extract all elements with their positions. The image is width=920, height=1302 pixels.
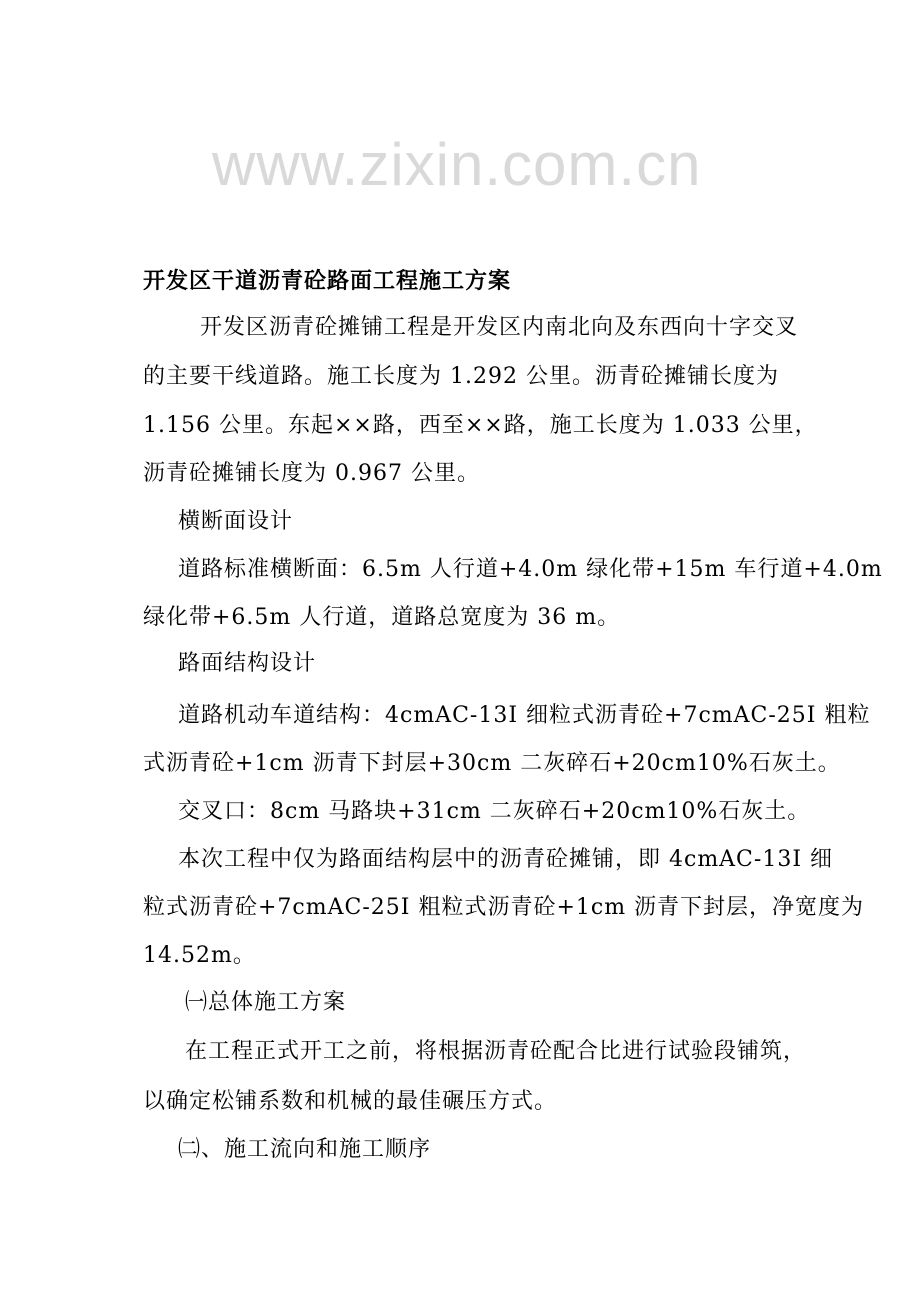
paragraph-line: 绿化带+6.5m 人行道，道路总宽度为 36 m。 xyxy=(143,605,621,630)
watermark: www.zixin.com.cn xyxy=(212,131,702,198)
document-title: 开发区干道沥青砼路面工程施工方案 xyxy=(143,269,512,294)
paragraph-line: 粒式沥青砼+7cmAC-25I 粗粒式沥青砼+1cm 沥青下封层，净宽度为 xyxy=(143,895,865,920)
section-heading: ㈡、施工流向和施工顺序 xyxy=(178,1137,432,1162)
paragraph-line: 沥青砼摊铺长度为 0.967 公里。 xyxy=(143,461,480,486)
paragraph-line: 交叉口：8cm 马路块+31cm 二灰碎石+20cm10%石灰土。 xyxy=(178,799,811,824)
section-heading: ㈠总体施工方案 xyxy=(185,990,347,1015)
paragraph-line: 开发区沥青砼摊铺工程是开发区内南北向及东西向十字交叉 xyxy=(200,315,799,340)
section-heading: 路面结构设计 xyxy=(178,651,317,676)
paragraph-line: 在工程正式开工之前，将根据沥青砼配合比进行试验段铺筑， xyxy=(185,1039,807,1064)
paragraph-line: 1.156 公里。东起××路，西至××路，施工长度为 1.033 公里， xyxy=(143,413,818,438)
paragraph-line: 14.52m。 xyxy=(143,943,256,968)
paragraph-line: 道路机动车道结构：4cmAC-13I 细粒式沥青砼+7cmAC-25I 粗粒 xyxy=(178,703,871,728)
section-heading: 横断面设计 xyxy=(178,509,294,534)
paragraph-line: 本次工程中仅为路面结构层中的沥青砼摊铺，即 4cmAC-13I 细 xyxy=(178,847,834,872)
paragraph-line: 式沥青砼+1cm 沥青下封层+30cm 二灰碎石+20cm10%石灰土。 xyxy=(143,751,841,776)
paragraph-line: 道路标准横断面：6.5m 人行道+4.0m 绿化带+15m 车行道+4.0m xyxy=(178,557,883,582)
paragraph-line: 以确定松铺系数和机械的最佳碾压方式。 xyxy=(143,1089,558,1114)
paragraph-line: 的主要干线道路。施工长度为 1.292 公里。沥青砼摊铺长度为 xyxy=(143,364,779,389)
